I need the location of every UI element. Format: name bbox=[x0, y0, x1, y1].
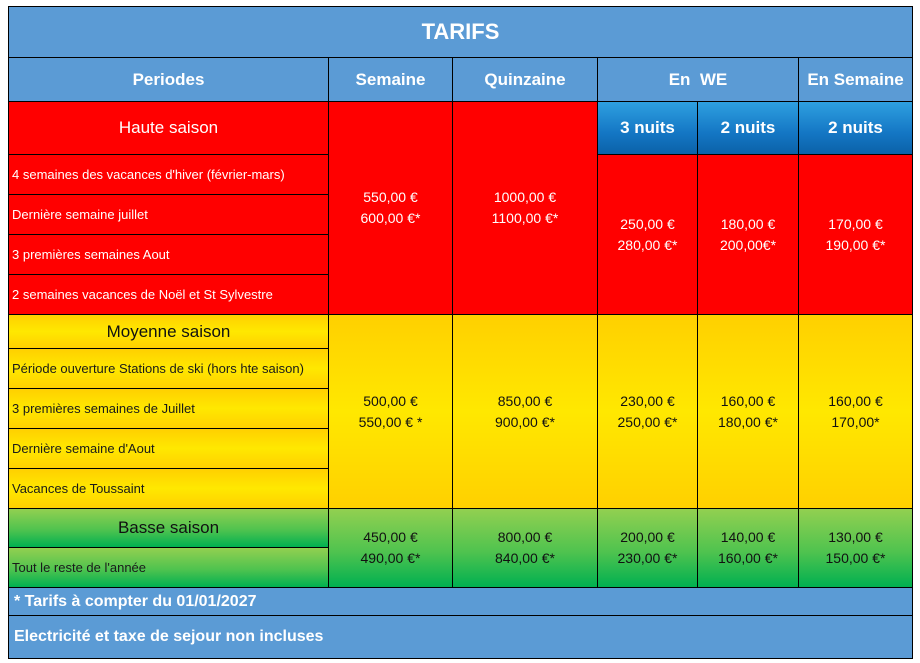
moyenne-period-text: Période ouverture Stations de ski (hors hte saison) bbox=[12, 361, 304, 376]
moyenne-period-row bbox=[8, 428, 329, 469]
price-value-star: 900,00 €* bbox=[495, 413, 555, 430]
price-value-star: 600,00 €* bbox=[360, 210, 421, 226]
footnote-tarifs-text: * Tarifs à compter du 01/01/2027 bbox=[14, 592, 257, 610]
price-value: 230,00 € bbox=[620, 392, 675, 409]
header-semaine bbox=[328, 57, 453, 102]
header-periodes-label: Periodes bbox=[132, 69, 205, 89]
price-value-star: 200,00€* bbox=[719, 236, 777, 253]
haute-period-text: 4 semaines des vacances d'hiver (février-mars) bbox=[12, 167, 285, 182]
price-value: 500,00 € bbox=[363, 392, 418, 409]
moyenne-period-text: 3 premières semaines de Juillet bbox=[12, 401, 195, 416]
haute-semaine-price bbox=[328, 101, 453, 315]
basse-saison-label: Basse saison bbox=[117, 518, 220, 537]
basse-period-text: Tout le reste de l'année bbox=[12, 560, 147, 575]
table-title-text: TARIFS bbox=[421, 19, 500, 44]
price-value: 170,00 € bbox=[828, 215, 883, 232]
price-value: 130,00 € bbox=[828, 529, 883, 545]
price-value: 180,00 € bbox=[720, 215, 776, 232]
price-value-star: 490,00 €* bbox=[360, 550, 421, 566]
moyenne-we2-price bbox=[697, 314, 799, 509]
header-periodes bbox=[8, 57, 329, 102]
price-value-star: 170,00* bbox=[831, 413, 880, 430]
header-semaine-label: Semaine bbox=[355, 69, 426, 89]
header-quinzaine bbox=[452, 57, 598, 102]
haute-sem2-price bbox=[798, 154, 913, 315]
moyenne-period-row bbox=[8, 468, 329, 509]
price-value-star: 150,00 €* bbox=[825, 550, 886, 566]
price-value-star: 190,00 €* bbox=[825, 236, 886, 253]
table-title bbox=[8, 6, 913, 58]
price-value: 140,00 € bbox=[720, 529, 776, 545]
price-value: 1000,00 € bbox=[493, 189, 557, 205]
header-2-nuits-we-label: 2 nuits bbox=[720, 118, 776, 137]
price-value-star: 280,00 €* bbox=[617, 236, 678, 253]
haute-saison-label: Haute saison bbox=[118, 118, 219, 137]
price-value-star: 230,00 €* bbox=[617, 550, 678, 566]
haute-period-row bbox=[8, 274, 329, 315]
footnote-electricite bbox=[8, 615, 913, 659]
moyenne-quinzaine-price bbox=[452, 314, 598, 509]
haute-period-text: 2 semaines vacances de Noël et St Sylvestre bbox=[12, 287, 273, 302]
basse-we2-price bbox=[697, 508, 799, 588]
header-en-semaine-label: En Semaine bbox=[807, 69, 904, 89]
price-value: 160,00 € bbox=[720, 392, 776, 409]
haute-period-row bbox=[8, 194, 329, 235]
moyenne-sem2-price bbox=[798, 314, 913, 509]
haute-period-row bbox=[8, 154, 329, 195]
price-value-star: 550,00 € * bbox=[358, 413, 423, 430]
basse-semaine-price bbox=[328, 508, 453, 588]
price-value-star: 180,00 €* bbox=[718, 413, 778, 430]
header-2-nuits-we bbox=[697, 101, 799, 155]
haute-quinzaine-price bbox=[452, 101, 598, 315]
moyenne-we3-price bbox=[597, 314, 698, 509]
footnote-electricite-text: Electricité et taxe de sejour non incluses bbox=[14, 628, 324, 645]
moyenne-saison-label: Moyenne saison bbox=[106, 321, 231, 341]
header-2-nuits-semaine-label: 2 nuits bbox=[828, 118, 883, 137]
footnote-tarifs bbox=[8, 587, 913, 616]
basse-sem2-price bbox=[798, 508, 913, 588]
moyenne-period-row bbox=[8, 348, 329, 389]
haute-saison-title bbox=[8, 101, 329, 155]
haute-period-row bbox=[8, 234, 329, 275]
price-value: 200,00 € bbox=[620, 529, 675, 545]
price-value: 250,00 € bbox=[620, 215, 675, 232]
price-value: 550,00 € bbox=[363, 189, 418, 205]
header-en-semaine bbox=[798, 57, 913, 102]
basse-saison-title bbox=[8, 508, 329, 548]
header-3-nuits-label: 3 nuits bbox=[620, 118, 675, 137]
price-value: 450,00 € bbox=[363, 529, 418, 545]
basse-quinzaine-price bbox=[452, 508, 598, 588]
header-3-nuits bbox=[597, 101, 698, 155]
basse-we3-price bbox=[597, 508, 698, 588]
price-value: 800,00 € bbox=[497, 529, 553, 545]
moyenne-period-text: Dernière semaine d'Aout bbox=[12, 441, 155, 456]
price-value-star: 160,00 €* bbox=[718, 550, 778, 566]
haute-we2-price bbox=[697, 154, 799, 315]
haute-period-text: Dernière semaine juillet bbox=[12, 207, 148, 222]
basse-period-row bbox=[8, 547, 329, 588]
moyenne-semaine-price bbox=[328, 314, 453, 509]
header-en-we-label: En WE bbox=[668, 69, 728, 89]
price-value-star: 840,00 €* bbox=[495, 550, 555, 566]
header-quinzaine-label: Quinzaine bbox=[484, 69, 566, 89]
price-value: 850,00 € bbox=[497, 392, 553, 409]
moyenne-period-text: Vacances de Toussaint bbox=[12, 481, 145, 496]
haute-we3-price bbox=[597, 154, 698, 315]
moyenne-saison-title bbox=[8, 314, 329, 349]
price-value-star: 1100,00 €* bbox=[491, 210, 559, 226]
price-value-star: 250,00 €* bbox=[617, 413, 678, 430]
header-2-nuits-semaine bbox=[798, 101, 913, 155]
price-value: 160,00 € bbox=[828, 392, 883, 409]
header-en-we bbox=[597, 57, 799, 102]
moyenne-period-row bbox=[8, 388, 329, 429]
haute-period-text: 3 premières semaines Aout bbox=[12, 247, 170, 262]
